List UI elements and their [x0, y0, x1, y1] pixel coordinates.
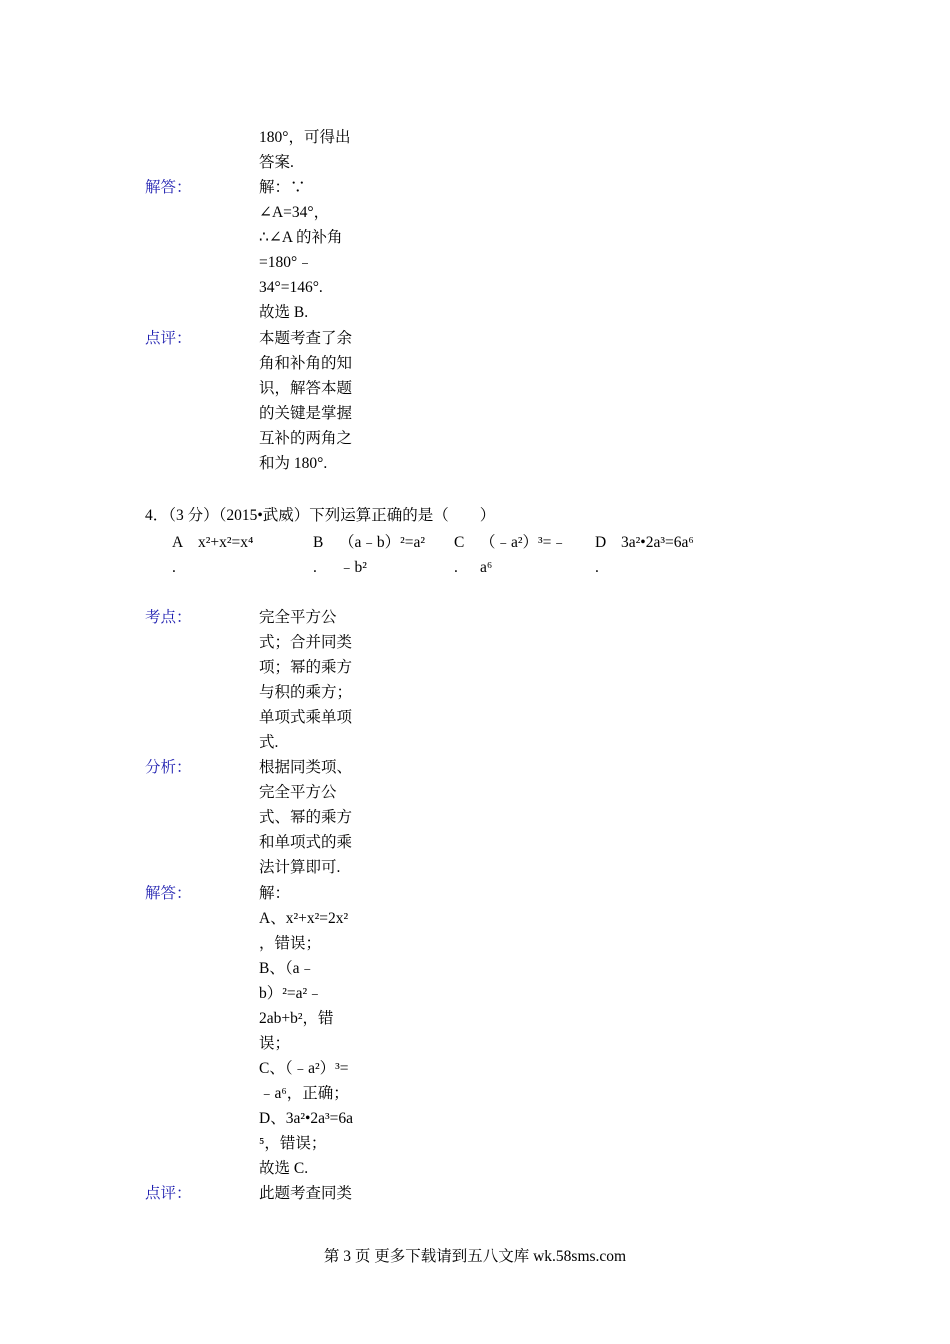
- text-line: B、（a﹣: [259, 960, 315, 977]
- option-a-text: x²+x²=x⁴: [198, 534, 254, 551]
- question-stem: 4．（3 分）（2015•武威）下列运算正确的是（ ）: [145, 507, 496, 524]
- option-b-line2: ﹣b²: [339, 559, 367, 576]
- prev-analysis-tail: [259, 125, 377, 175]
- text-line: 法计算即可.: [259, 859, 341, 876]
- text-line: 此题考查同类: [259, 1185, 353, 1202]
- text-line: 答案.: [259, 154, 294, 171]
- text-line: 和单项式的乘: [259, 834, 353, 851]
- text-line: ∴∠A 的补角: [259, 229, 343, 246]
- page-footer: 第 3 页 更多下载请到五八文库 wk.58sms.com: [323, 1248, 627, 1265]
- text-line: 项；幂的乘方: [259, 659, 353, 676]
- prev-answer-content: [259, 175, 377, 325]
- text-line: 单项式乘单项: [259, 709, 353, 726]
- text-line: 34°=146°.: [259, 279, 323, 296]
- point-label: 考点：: [145, 609, 192, 626]
- text-line: 故选 B.: [259, 304, 309, 321]
- option-c-dot: .: [454, 559, 458, 576]
- text-line: b）²=a²﹣: [259, 985, 323, 1002]
- option-a-letter: A: [172, 534, 184, 551]
- text-line: 和为 180°.: [259, 455, 328, 472]
- comment-label: 点评：: [145, 1185, 192, 1202]
- option-a-dot: .: [172, 559, 176, 576]
- text-line: 根据同类项、: [259, 759, 353, 776]
- text-line: 式、幂的乘方: [259, 809, 353, 826]
- text-line: D、3a²•2a³=6a: [259, 1110, 354, 1127]
- option-b-line1: （a﹣b）²=a²: [339, 534, 426, 551]
- text-line: 式.: [259, 734, 279, 751]
- option-b-letter: B: [313, 534, 324, 551]
- text-line: ﹣a⁶，正确；: [259, 1085, 349, 1102]
- prev-comment-content: [259, 326, 377, 476]
- text-line: 解：∵: [259, 179, 306, 196]
- option-d-letter: D: [595, 534, 607, 551]
- text-line: C、（﹣a²）³=: [259, 1060, 349, 1077]
- text-line: ⁵，错误；: [259, 1135, 327, 1152]
- comment-label: 点评：: [145, 330, 192, 347]
- text-line: ∠A=34°，: [259, 204, 330, 221]
- text-line: =180°﹣: [259, 254, 313, 271]
- option-c-letter: C: [454, 534, 465, 551]
- text-line: 识，解答本题: [259, 380, 353, 397]
- text-line: 误；: [259, 1035, 291, 1052]
- text-line: 互补的两角之: [259, 430, 353, 447]
- text-line: 解：: [259, 885, 291, 902]
- option-b-dot: .: [313, 559, 317, 576]
- text-line: 完全平方公: [259, 609, 337, 626]
- text-line: ，错误；: [259, 935, 322, 952]
- text-line: 故选 C.: [259, 1160, 309, 1177]
- analysis-content: [259, 755, 377, 880]
- analysis-label: 分析：: [145, 759, 192, 776]
- comment-content: [259, 1181, 377, 1206]
- answer-content: [259, 881, 377, 1181]
- text-line: 角和补角的知: [259, 355, 353, 372]
- option-d-text: 3a²•2a³=6a⁶: [621, 534, 694, 551]
- text-line: 2ab+b²，错: [259, 1010, 334, 1027]
- text-line: 180°，可得出: [259, 129, 351, 146]
- point-content: [259, 605, 377, 755]
- answer-label: 解答：: [145, 179, 192, 196]
- text-line: 与积的乘方；: [259, 684, 353, 701]
- text-line: 本题考查了余: [259, 330, 353, 347]
- text-line: 的关键是掌握: [259, 405, 353, 422]
- text-line: A、x²+x²=2x²: [259, 910, 349, 927]
- option-c-line1: （﹣a²）³=﹣: [480, 534, 567, 551]
- text-line: 完全平方公: [259, 784, 337, 801]
- answer-label: 解答：: [145, 885, 192, 902]
- text-line: 式；合并同类: [259, 634, 353, 651]
- option-d-dot: .: [595, 559, 599, 576]
- option-c-line2: a⁶: [480, 559, 493, 576]
